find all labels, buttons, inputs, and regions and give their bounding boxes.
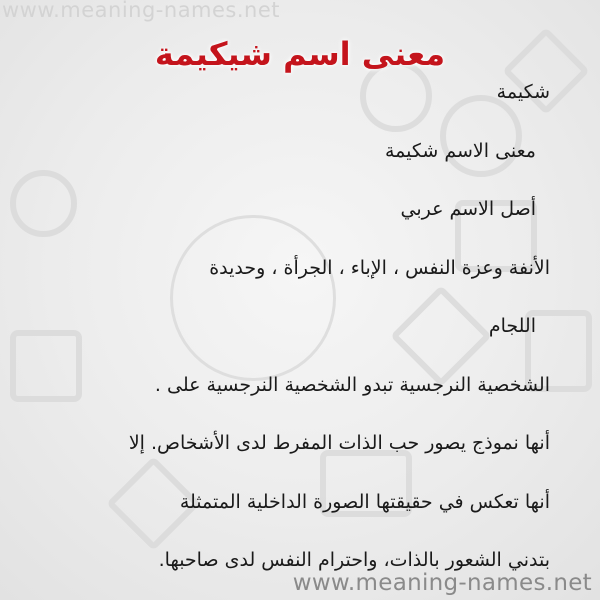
page-title: معنى اسم شيكيمة (154, 35, 446, 74)
text-line: أنها تعكس في حقيقتها الصورة الداخلية المتمثلة (179, 490, 550, 513)
text-line: الأنفة وعزة النفس ، الإباء ، الجرأة ، وحديدة (209, 256, 550, 279)
text-line: أنها نموذج يصور حب الذات المفرط لدى الأشخاص. إلا (128, 432, 550, 454)
watermark-bottom: www.meaning-names.net (292, 570, 592, 596)
text-line: الشخصية النرجسية تبدو الشخصية النرجسية على . (154, 373, 550, 396)
text-line: بتدني الشعور بالذات، واحترام النفس لدى صاحبها. (158, 549, 550, 571)
meaning-text (50, 72, 550, 599)
text-line: اللجام (488, 315, 536, 337)
text-line: أصل الاسم عربي (400, 198, 536, 220)
text-line: شكيمة (496, 81, 550, 103)
text-line: معنى الاسم شكيمة (385, 139, 536, 162)
watermark-top: www.meaning-names.net (2, 0, 281, 22)
